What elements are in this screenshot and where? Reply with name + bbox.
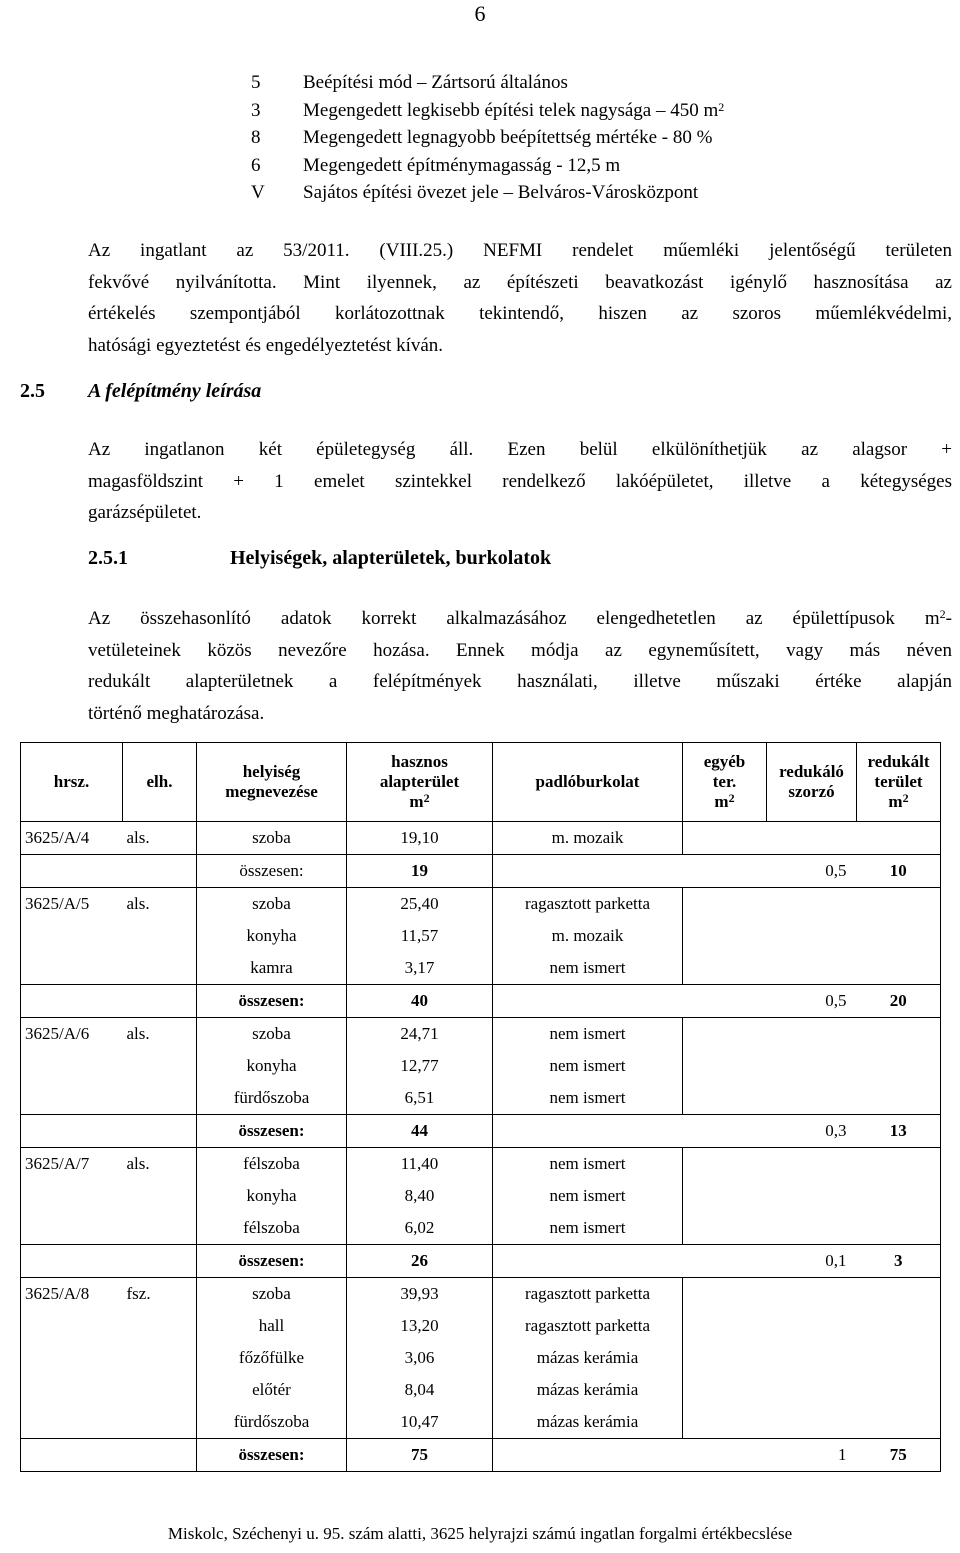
room-name-cell: fürdőszoba [197,1082,347,1115]
room-name-cell: hall [197,1310,347,1342]
factor-cell [767,1148,857,1181]
hrsz-cell [21,1245,123,1278]
total-area-cell: 40 [347,985,493,1018]
floor-cell: nem ismert [493,1148,683,1181]
section-title: A felépítmény leírása [88,380,262,402]
reduced-cell [857,1310,941,1342]
table-row [21,920,941,952]
reduced-cell [857,1374,941,1406]
area-cell: 12,77 [347,1050,493,1082]
table-row [21,1148,941,1181]
factor-cell: 0,5 [767,985,857,1018]
area-cell: 10,47 [347,1406,493,1439]
area-cell: 8,40 [347,1180,493,1212]
other-cell [683,1180,767,1212]
other-cell [683,855,767,888]
reduced-cell [857,920,941,952]
factor-cell: 1 [767,1439,857,1472]
table-row [21,1180,941,1212]
hrsz-cell: 3625/A/5 [21,888,123,921]
other-cell [683,920,767,952]
factor-cell [767,952,857,985]
paragraph-line: Az összehasonlító adatok korrekt alkalmazásához elengedhetetlen az épülettípusok $m^2-$ [88,607,952,629]
factor-cell: 0,3 [767,1115,857,1148]
floor-cell: nem ismert [493,1050,683,1082]
zoning-code: 6 [251,154,261,176]
table-row [21,1212,941,1245]
total-area-cell: 26 [347,1245,493,1278]
factor-cell [767,1180,857,1212]
floor-cell: nem ismert [493,952,683,985]
zoning-text: Megengedett építménymagasság - 12,5 m [303,154,621,176]
zoning-item [251,153,620,179]
floor-cell: ragasztott parketta [493,888,683,921]
elh-cell [123,1406,197,1439]
other-cell [683,1018,767,1051]
reduced-cell [857,1018,941,1051]
elh-cell [123,1374,197,1406]
paragraph-line: fekvővé nyilvánította. Mint ilyennek, az építészeti beavatkozást igénylő hasznosítása az [88,271,952,293]
hrsz-cell [21,920,123,952]
section-title: Helyiségek, alapterületek, burkolatok [230,547,552,569]
elh-cell [123,855,197,888]
total-label-cell: összesen: [197,1439,347,1472]
section-number: 2.5.1 [88,547,128,569]
area-cell: 3,06 [347,1342,493,1374]
header-room: helyiség megnevezése [197,743,347,822]
room-area-table [20,742,941,1472]
reduced-cell: 10 [857,855,941,888]
total-area-cell: 19 [347,855,493,888]
floor-cell [493,985,683,1018]
floor-cell: nem ismert [493,1180,683,1212]
total-area-cell: 44 [347,1115,493,1148]
zoning-item [251,125,712,151]
hrsz-cell [21,985,123,1018]
other-cell [683,985,767,1018]
room-name-cell: konyha [197,1180,347,1212]
table-row [21,822,941,855]
floor-cell: mázas kerámia [493,1406,683,1439]
total-area-cell: 75 [347,1439,493,1472]
total-row [21,1439,941,1472]
reduced-cell [857,1050,941,1082]
hrsz-cell [21,1406,123,1439]
other-cell [683,1212,767,1245]
other-cell [683,952,767,985]
reduced-cell [857,1342,941,1374]
reduced-cell: 75 [857,1439,941,1472]
hrsz-cell: 3625/A/6 [21,1018,123,1051]
paragraph-line: Az ingatlanon két épületegység áll. Ezen belül elkülöníthetjük az alagsor + [88,439,952,460]
header-floor: padlóburkolat [493,743,683,822]
paragraph-line: garázsépületet. [88,502,202,523]
reduced-cell [857,822,941,855]
table-row [21,1278,941,1311]
floor-cell: mázas kerámia [493,1374,683,1406]
elh-cell: als. [123,1148,197,1181]
elh-cell [123,1439,197,1472]
page-number: 6 [474,1,486,26]
elh-cell [123,1342,197,1374]
total-row [21,985,941,1018]
other-cell [683,1439,767,1472]
paragraph-line: redukált alapterületnek a felépítmények használati, illetve műszaki értéke alapján [88,671,952,692]
room-name-cell: konyha [197,1050,347,1082]
elh-cell [123,1245,197,1278]
room-name-cell: előtér [197,1374,347,1406]
room-name-cell: kamra [197,952,347,985]
reduced-cell [857,1082,941,1115]
reduced-cell: 13 [857,1115,941,1148]
elh-cell [123,985,197,1018]
area-cell: 6,02 [347,1212,493,1245]
paragraph-line: értékelés szempontjából korlátozottnak tekintendő, hiszen az szoros műemlékvédelmi, [88,303,952,324]
zoning-item [251,180,698,206]
room-name-cell: főzőfülke [197,1342,347,1374]
hrsz-cell [21,1180,123,1212]
zoning-item [251,70,568,96]
other-cell [683,1115,767,1148]
reduced-cell [857,1212,941,1245]
table-row [21,1018,941,1051]
section-heading-2-5 [20,380,261,403]
hrsz-cell [21,855,123,888]
paragraph-protection [88,235,952,361]
reduced-cell [857,1278,941,1311]
area-cell: 39,93 [347,1278,493,1311]
elh-cell [123,920,197,952]
zoning-text: Megengedett legnagyobb beépítettség mértéke - 80 % [303,127,713,148]
paragraph-reduction [88,603,952,729]
reduced-cell [857,952,941,985]
floor-cell: nem ismert [493,1018,683,1051]
paragraph-line: vetületeinek közös nevezőre hozása. Ennek módja az egyneműsített, vagy más néven [88,639,952,661]
reduced-cell [857,1148,941,1181]
zoning-code: V [251,182,265,203]
hrsz-cell: 3625/A/7 [21,1148,123,1181]
header-elh: elh. [123,743,197,822]
zoning-text: Megengedett legkisebb építési telek nagysága – 450 m [303,99,719,121]
area-cell: 19,10 [347,822,493,855]
table-row [21,1374,941,1406]
floor-cell: ragasztott parketta [493,1278,683,1311]
hrsz-cell [21,1212,123,1245]
factor-cell [767,888,857,921]
factor-cell [767,1342,857,1374]
header-reduced: redukált terület $m^2$ [857,743,941,822]
room-name-cell: szoba [197,888,347,921]
elh-cell: als. [123,888,197,921]
table-row [21,1310,941,1342]
table-row [21,1342,941,1374]
other-cell [683,1245,767,1278]
total-row [21,1245,941,1278]
paragraph-line: magasföldszint + 1 emelet szintekkel rendelkező lakóépületet, illetve a kétegységes [88,470,952,492]
factor-cell [767,1018,857,1051]
total-row [21,1115,941,1148]
table-header-row [21,743,941,822]
zoning-code: 8 [251,127,261,148]
section-heading-2-5-1 [88,547,551,570]
elh-cell [123,1212,197,1245]
floor-cell [493,1245,683,1278]
hrsz-cell [21,1374,123,1406]
hrsz-cell [21,1342,123,1374]
header-hrsz: hrsz. [21,743,123,822]
room-name-cell: szoba [197,1018,347,1051]
factor-cell: 0,5 [767,855,857,888]
total-label-cell: összesen: [197,1115,347,1148]
table-row [21,1082,941,1115]
paragraph-building [88,434,952,529]
room-name-cell: szoba [197,1278,347,1311]
elh-cell: als. [123,822,197,855]
elh-cell [123,1180,197,1212]
factor-cell [767,1050,857,1082]
total-label-cell: összesen: [197,1245,347,1278]
elh-cell [123,1082,197,1115]
room-name-cell: konyha [197,920,347,952]
room-name-cell: szoba [197,822,347,855]
hrsz-cell [21,1115,123,1148]
other-cell [683,1148,767,1181]
floor-cell: m. mozaik [493,822,683,855]
hrsz-cell [21,1050,123,1082]
floor-cell: nem ismert [493,1212,683,1245]
other-cell [683,1050,767,1082]
page-footer: Miskolc, Széchenyi u. 95. szám alatti, 3625 helyrajzi számú ingatlan forgalmi értékbecslése [167,1524,793,1543]
table-row [21,888,941,921]
total-label-cell: összesen: [197,855,347,888]
table-row [21,952,941,985]
floor-cell: nem ismert [493,1082,683,1115]
zoning-code: 5 [251,72,261,93]
area-cell: 8,04 [347,1374,493,1406]
room-name-cell: félszoba [197,1148,347,1181]
area-cell: 6,51 [347,1082,493,1115]
room-name-cell: félszoba [197,1212,347,1245]
zoning-item: 3 Megengedett legkisebb építési telek nagysága – 450 $m^2$ [251,98,724,124]
area-cell: 13,20 [347,1310,493,1342]
table-row [21,1050,941,1082]
hrsz-cell: 3625/A/8 [21,1278,123,1311]
paragraph-line: történő meghatározása. [88,702,265,724]
hrsz-cell: 3625/A/4 [21,822,123,855]
area-cell: 24,71 [347,1018,493,1051]
zoning-code: 3 [251,99,261,121]
area-cell: 25,40 [347,888,493,921]
floor-cell [493,1439,683,1472]
other-cell [683,822,767,855]
elh-cell [123,952,197,985]
floor-cell: mázas kerámia [493,1342,683,1374]
floor-cell: ragasztott parketta [493,1310,683,1342]
factor-cell [767,920,857,952]
other-cell [683,888,767,921]
zoning-text: Sajátos építési övezet jele – Belváros-Városközpont [303,182,699,203]
hrsz-cell [21,1082,123,1115]
area-cell: 11,57 [347,920,493,952]
header-area: hasznos alapterület $m^2$ [347,743,493,822]
total-label-cell: összesen: [197,985,347,1018]
factor-cell [767,1374,857,1406]
elh-cell [123,1310,197,1342]
reduced-cell: 3 [857,1245,941,1278]
floor-cell: m. mozaik [493,920,683,952]
hrsz-cell [21,1310,123,1342]
reduced-cell [857,1406,941,1439]
hrsz-cell [21,952,123,985]
factor-cell: 0,1 [767,1245,857,1278]
section-number: 2.5 [20,380,45,402]
elh-cell: als. [123,1018,197,1051]
paragraph-line: hatósági egyeztetést és engedélyeztetést kíván. [88,334,444,356]
reduced-cell [857,888,941,921]
total-row [21,855,941,888]
factor-cell [767,1310,857,1342]
area-cell: 3,17 [347,952,493,985]
factor-cell [767,1406,857,1439]
other-cell [683,1082,767,1115]
reduced-cell: 20 [857,985,941,1018]
elh-cell [123,1115,197,1148]
floor-cell [493,1115,683,1148]
zoning-text: Beépítési mód – Zártsorú általános [303,72,568,93]
other-cell [683,1278,767,1311]
elh-cell: fsz. [123,1278,197,1311]
other-cell [683,1406,767,1439]
factor-cell [767,1278,857,1311]
elh-cell [123,1050,197,1082]
paragraph-line: Az ingatlant az 53/2011. (VIII.25.) NEFMI rendelet műemléki jelentőségű területen [88,240,952,261]
other-cell [683,1342,767,1374]
other-cell [683,1310,767,1342]
other-cell [683,1374,767,1406]
header-factor: redukáló szorzó [767,743,857,822]
factor-cell [767,1082,857,1115]
factor-cell [767,822,857,855]
header-other: egyéb ter. $m^2$ [683,743,767,822]
factor-cell [767,1212,857,1245]
area-cell: 11,40 [347,1148,493,1181]
hrsz-cell [21,1439,123,1472]
room-name-cell: fürdőszoba [197,1406,347,1439]
table-row [21,1406,941,1439]
reduced-cell [857,1180,941,1212]
floor-cell [493,855,683,888]
